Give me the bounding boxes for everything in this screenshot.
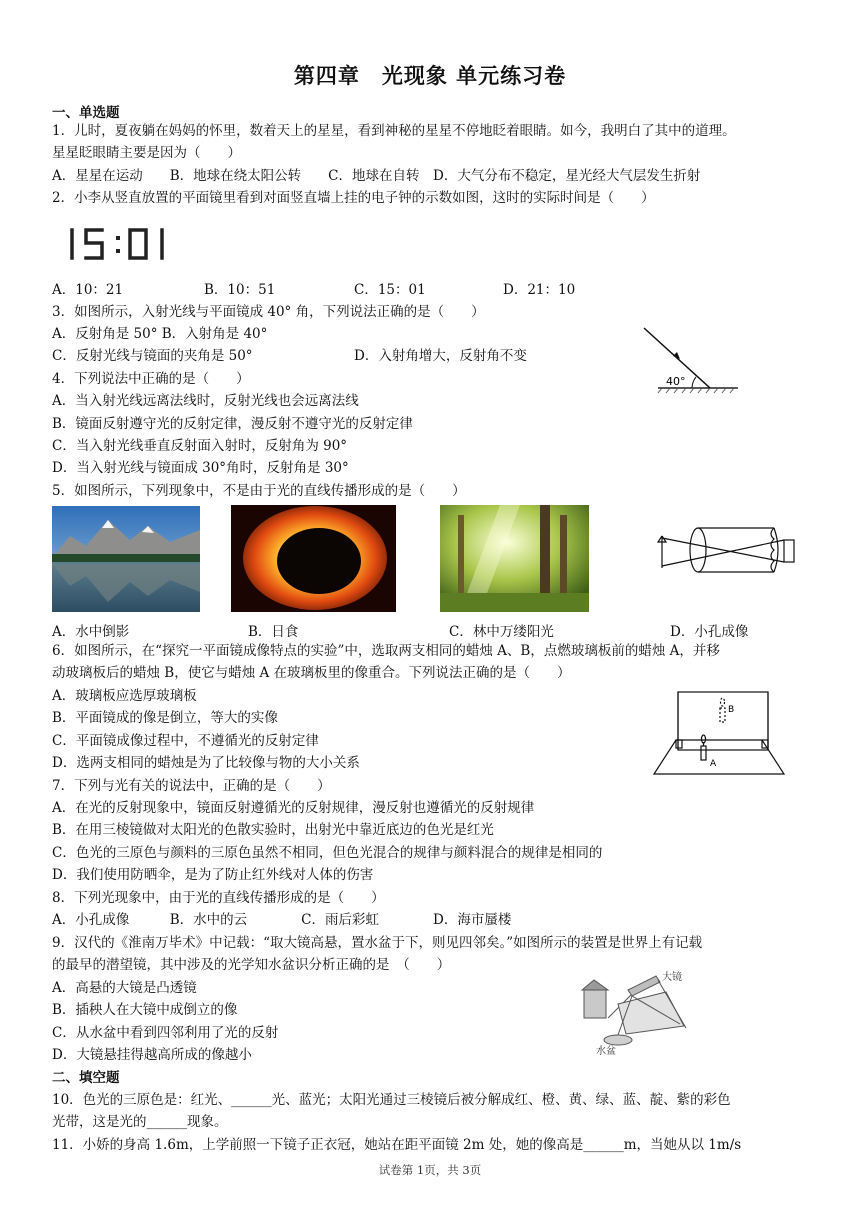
q9-stem-line2: 的最早的潜望镜，其中涉及的光学知水盆识分析正确的是 （ ） [52,957,451,973]
q7-stem: 7．下列与光有关的说法中，正确的是（ ） [52,778,331,794]
q3-option-c: C．反射光线与镜面的夹角是 50° [52,348,253,364]
glass-plate-candle-figure [650,684,788,778]
q9-option-c: C．从水盆中看到四邻利用了光的反射 [52,1025,279,1041]
q6-option-d: D．选两支相同的蜡烛是为了比较像与物的大小关系 [52,755,360,771]
section-heading-single-choice: 一、单选题 [52,105,120,121]
q9-option-b: B．插秧人在大镜中成倒立的像 [52,1002,238,1018]
q3-options-ab: A．反射角是 50° B．入射角是 40° [52,326,268,342]
clock-digits [62,222,182,266]
basin-label: 水盆 [596,1046,616,1056]
q6-option-a: A．玻璃板应选厚玻璃板 [52,688,197,704]
q9-option-d: D．大镜悬挂得越高所成的像越小 [52,1047,252,1063]
q2-option-a: A．10：21 [52,282,124,298]
ancient-periscope-figure [578,968,706,1056]
q3-stem: 3．如图所示，入射光线与平面镜成 40° 角，下列说法正确的是（ ） [52,304,485,320]
q8-stem: 8．下列光现象中，由于光的直线传播形成的是（ ） [52,890,385,906]
q4-option-a: A．当入射光线远离法线时，反射光线也会远离法线 [52,393,359,409]
forest-sunbeams-photo [440,505,589,612]
q4-option-c: C．当入射光线垂直反射面入射时，反射角为 90° [52,438,348,454]
q2-option-d: D．21：10 [503,282,576,298]
mirror-angle-figure [640,322,740,394]
q7-option-c: C．色光的三原色与颜料的三原色虽然不相同，但色光混合的规律与颜料混合的规律是相同的 [52,845,603,861]
mirror-label: 大镜 [662,972,682,983]
digital-clock-figure [62,222,182,266]
q1-stem-line2: 星星眨眼睛主要是因为（ ） [52,145,241,161]
angle-label: 40° [666,375,686,388]
q5-caption-d: D．小孔成像 [670,624,749,640]
lake-reflection-photo [52,506,200,612]
q9-option-a: A．高悬的大镜是凸透镜 [52,980,197,996]
q6-option-b: B．平面镜成的像是倒立，等大的实像 [52,710,278,726]
pinhole-camera-figure [654,518,804,582]
q5-caption-a: A．水中倒影 [52,624,130,640]
q1-options: A．星星在运动 B．地球在绕太阳公转 C．地球在自转 D．大气分布不稳定，星光经大气层发生折射 [52,168,701,184]
q7-option-d: D．我们使用防晒伞，是为了防止红外线对人体的伤害 [52,867,374,883]
page-title: 第四章 光现象 单元练习卷 [293,64,567,88]
q6-stem-line1: 6．如图所示，在“探究一平面镜成像特点的实验”中，选取两支相同的蜡烛 A、B，点燃玻璃板前的蜡烛 A，并移 [52,643,720,659]
candle-b-label: B [728,705,735,715]
q1-stem-line1: 1．儿时，夏夜躺在妈妈的怀里，数着天上的星星，看到神秘的星星不停地眨着眼睛。如今，我明白了其中的道理。 [52,123,736,139]
q4-option-b: B．镜面反射遵守光的反射定律，漫反射不遵守光的反射定律 [52,416,413,432]
section-heading-fill-blank: 二、填空题 [52,1070,120,1086]
q8-options: A．小孔成像 B．水中的云 C．雨后彩虹 D．海市蜃楼 [52,912,512,928]
q7-option-b: B．在用三棱镜做对太阳光的色散实验时，出射光中靠近底边的色光是红光 [52,822,494,838]
q3-option-d: D．入射角增大，反射角不变 [354,348,527,364]
q10-line2: 光带，这是光的______现象。 [52,1114,228,1130]
q11-line1: 11．小娇的身高 1.6m，上学前照一下镜子正衣冠，她站在距平面镜 2m 处，她的像高是______m，当她从以 1m/s [52,1137,742,1153]
q2-option-b: B．10：51 [204,282,276,298]
q4-option-d: D．当入射光线与镜面成 30°角时，反射角是 30° [52,460,349,476]
page-footer: 试卷第 1页，共 3页 [378,1163,482,1177]
q2-stem: 2．小李从竖直放置的平面镜里看到对面竖直墙上挂的电子钟的示数如图，这时的实际时间是（ ） [52,190,655,206]
q9-stem-line1: 9．汉代的《淮南万毕术》中记载：“取大镜高悬，置水盆于下，则见四邻矣。”如图所示的装置是世界上有记载 [52,935,703,951]
q6-option-c: C．平面镜成像过程中，不遵循光的反射定律 [52,733,319,749]
solar-eclipse-photo [231,505,396,612]
q5-caption-b: B．日食 [248,624,299,640]
q5-caption-c: C．林中万缕阳光 [449,624,554,640]
q5-stem: 5．如图所示，下列现象中，不是由于光的直线传播形成的是（ ） [52,483,466,499]
q2-option-c: C．15：01 [354,282,426,298]
q7-option-a: A．在光的反射现象中，镜面反射遵循光的反射规律，漫反射也遵循光的反射规律 [52,800,535,816]
q10-line1: 10．色光的三原色是：红光、______光、蓝光；太阳光通过三棱镜后被分解成红、橙、黄、绿、蓝、靛、紫的彩色 [52,1092,731,1108]
candle-a-label: A [710,759,717,769]
q4-stem: 4．下列说法中正确的是（ ） [52,371,250,387]
q6-stem-line2: 动玻璃板后的蜡烛 B，使它与蜡烛 A 在玻璃板里的像重合。下列说法正确的是（ ） [52,665,571,681]
